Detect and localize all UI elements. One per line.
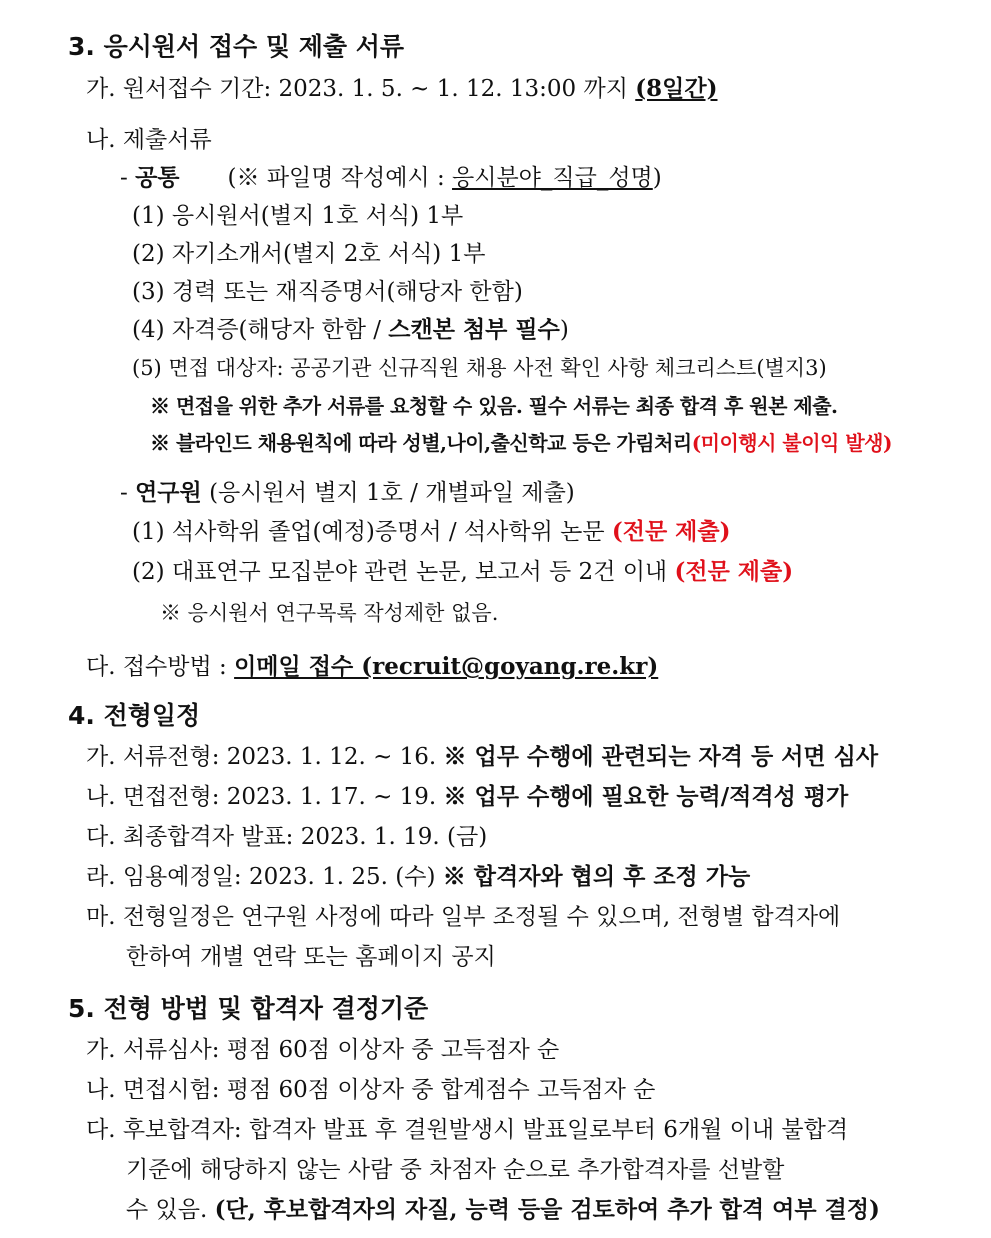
- s3-period-days: (8일간): [635, 75, 718, 102]
- s4-interview-note: ※ 업무 수행에 필요한 능력/적격성 평가: [443, 783, 849, 810]
- section-3-title: 3. 응시원서 접수 및 제출 서류: [68, 32, 405, 61]
- s3-note-blind: [150, 428, 892, 458]
- s3-note-blind-text: ※ 블라인드 채용원칙에 따라 성별,나이,출신학교 등은 가림처리: [150, 431, 692, 455]
- s5-alternate-line3-bold: (단, 후보합격자의 자질, 능력 등을 검토하여 추가 합격 여부 결정): [214, 1196, 880, 1223]
- section-4-title: 4. 전형일정: [68, 701, 201, 730]
- s3-common-dash: -: [120, 165, 136, 191]
- s5-alternate-line2: 기준에 해당하지 않는 사람 중 차점자 순으로 추가합격자를 선발할: [126, 1157, 785, 1183]
- s4-appointment: [86, 862, 750, 892]
- s3-common-item-1: (1) 응시원서(별지 1호 서식) 1부: [132, 203, 464, 229]
- s4-schedule-note-line1: 마. 전형일정은 연구원 사정에 따라 일부 조정될 수 있으며, 전형별 합격자에: [86, 904, 841, 930]
- section-5-title: 5. 전형 방법 및 합격자 결정기준: [68, 994, 429, 1023]
- s3-method-email: 이메일 접수 (recruit@goyang.re.kr): [234, 653, 659, 680]
- s3-researcher-item-2-red: (전문 제출): [674, 558, 794, 585]
- s3-common-item-5: (5) 면접 대상자: 공공기관 신규직원 채용 사전 확인 사항 체크리스트(별지3): [132, 356, 827, 380]
- s3-researcher-item-1-red: (전문 제출): [611, 518, 731, 545]
- s3-common-note-post: ): [652, 165, 662, 191]
- s3-period: [86, 74, 717, 104]
- s3-researcher-item-1: [132, 517, 731, 547]
- s3-researcher-item-2-text: (2) 대표연구 모집분야 관련 논문, 보고서 등 2건 이내: [132, 559, 675, 585]
- s3-docs-heading: 나. 제출서류: [86, 127, 212, 153]
- s3-researcher-note: (응시원서 별지 1호 / 개별파일 제출): [209, 480, 575, 506]
- s3-researcher-line: [120, 478, 575, 508]
- s3-note-blind-penalty: (미이행시 불이익 발생): [691, 431, 892, 455]
- s4-doc-screening-label: 가. 서류전형: 2023. 1. 12. ~ 16.: [86, 744, 444, 770]
- s3-note-interview: ※ 면접을 위한 추가 서류를 요청할 수 있음. 필수 서류는 최종 합격 후 원본 제출.: [150, 394, 838, 418]
- s3-researcher-note-list: ※ 응시원서 연구목록 작성제한 없음.: [160, 601, 499, 625]
- s4-doc-screening-note: ※ 업무 수행에 관련되는 자격 등 서면 심사: [443, 743, 879, 770]
- s3-common-item-2: (2) 자기소개서(별지 2호 서식) 1부: [132, 241, 486, 267]
- s3-common-item-3: (3) 경력 또는 재직증명서(해당자 한함): [132, 279, 523, 305]
- s5-doc-review: 가. 서류심사: 평점 60점 이상자 중 고득점자 순: [86, 1037, 560, 1063]
- s3-common-note-example: 응시분야_직급_성명: [452, 165, 653, 191]
- s3-common-item-4: [132, 315, 569, 345]
- s3-common-line: [120, 163, 662, 193]
- s4-interview-label: 나. 면접전형: 2023. 1. 17. ~ 19.: [86, 784, 444, 810]
- s5-interview-exam: 나. 면접시험: 평점 60점 이상자 중 합계점수 고득점자 순: [86, 1077, 656, 1103]
- s4-doc-screening: [86, 742, 878, 772]
- s4-interview: [86, 782, 848, 812]
- s3-period-label: 가. 원서접수 기간: 2023. 1. 5. ~ 1. 12. 13:00 까지: [86, 76, 636, 102]
- s3-researcher-item-2: [132, 557, 793, 587]
- s3-common-title: 공통: [135, 164, 180, 191]
- s4-appointment-label: 라. 임용예정일: 2023. 1. 25. (수): [86, 864, 443, 890]
- s5-alternate-line3-pre: 수 있음.: [126, 1197, 215, 1223]
- s5-alternate-line3: [126, 1195, 880, 1225]
- s3-method-label: 다. 접수방법 :: [86, 654, 235, 680]
- s3-researcher-title: 연구원: [135, 479, 202, 506]
- s5-alternate-line1: 다. 후보합격자: 합격자 발표 후 결원발생시 발표일로부터 6개월 이내 불합격: [86, 1117, 849, 1143]
- s3-item4-bold: 스캔본 첨부 필수: [388, 316, 560, 343]
- s3-common-note-pre: (※ 파일명 작성예시 :: [227, 165, 453, 191]
- s3-researcher-item-1-text: (1) 석사학위 졸업(예정)증명서 / 석사학위 논문: [132, 519, 612, 545]
- s3-method: [86, 652, 658, 682]
- s4-final-announcement: 다. 최종합격자 발표: 2023. 1. 19. (금): [86, 824, 488, 850]
- s3-item4-pre: (4) 자격증(해당자 한함 /: [132, 317, 389, 343]
- s4-appointment-note: ※ 합격자와 협의 후 조정 가능: [442, 863, 751, 890]
- s3-item4-post: ): [559, 317, 569, 343]
- s4-schedule-note-line2: 한하여 개별 연락 또는 홈페이지 공지: [126, 944, 496, 970]
- s3-researcher-dash: -: [120, 480, 136, 506]
